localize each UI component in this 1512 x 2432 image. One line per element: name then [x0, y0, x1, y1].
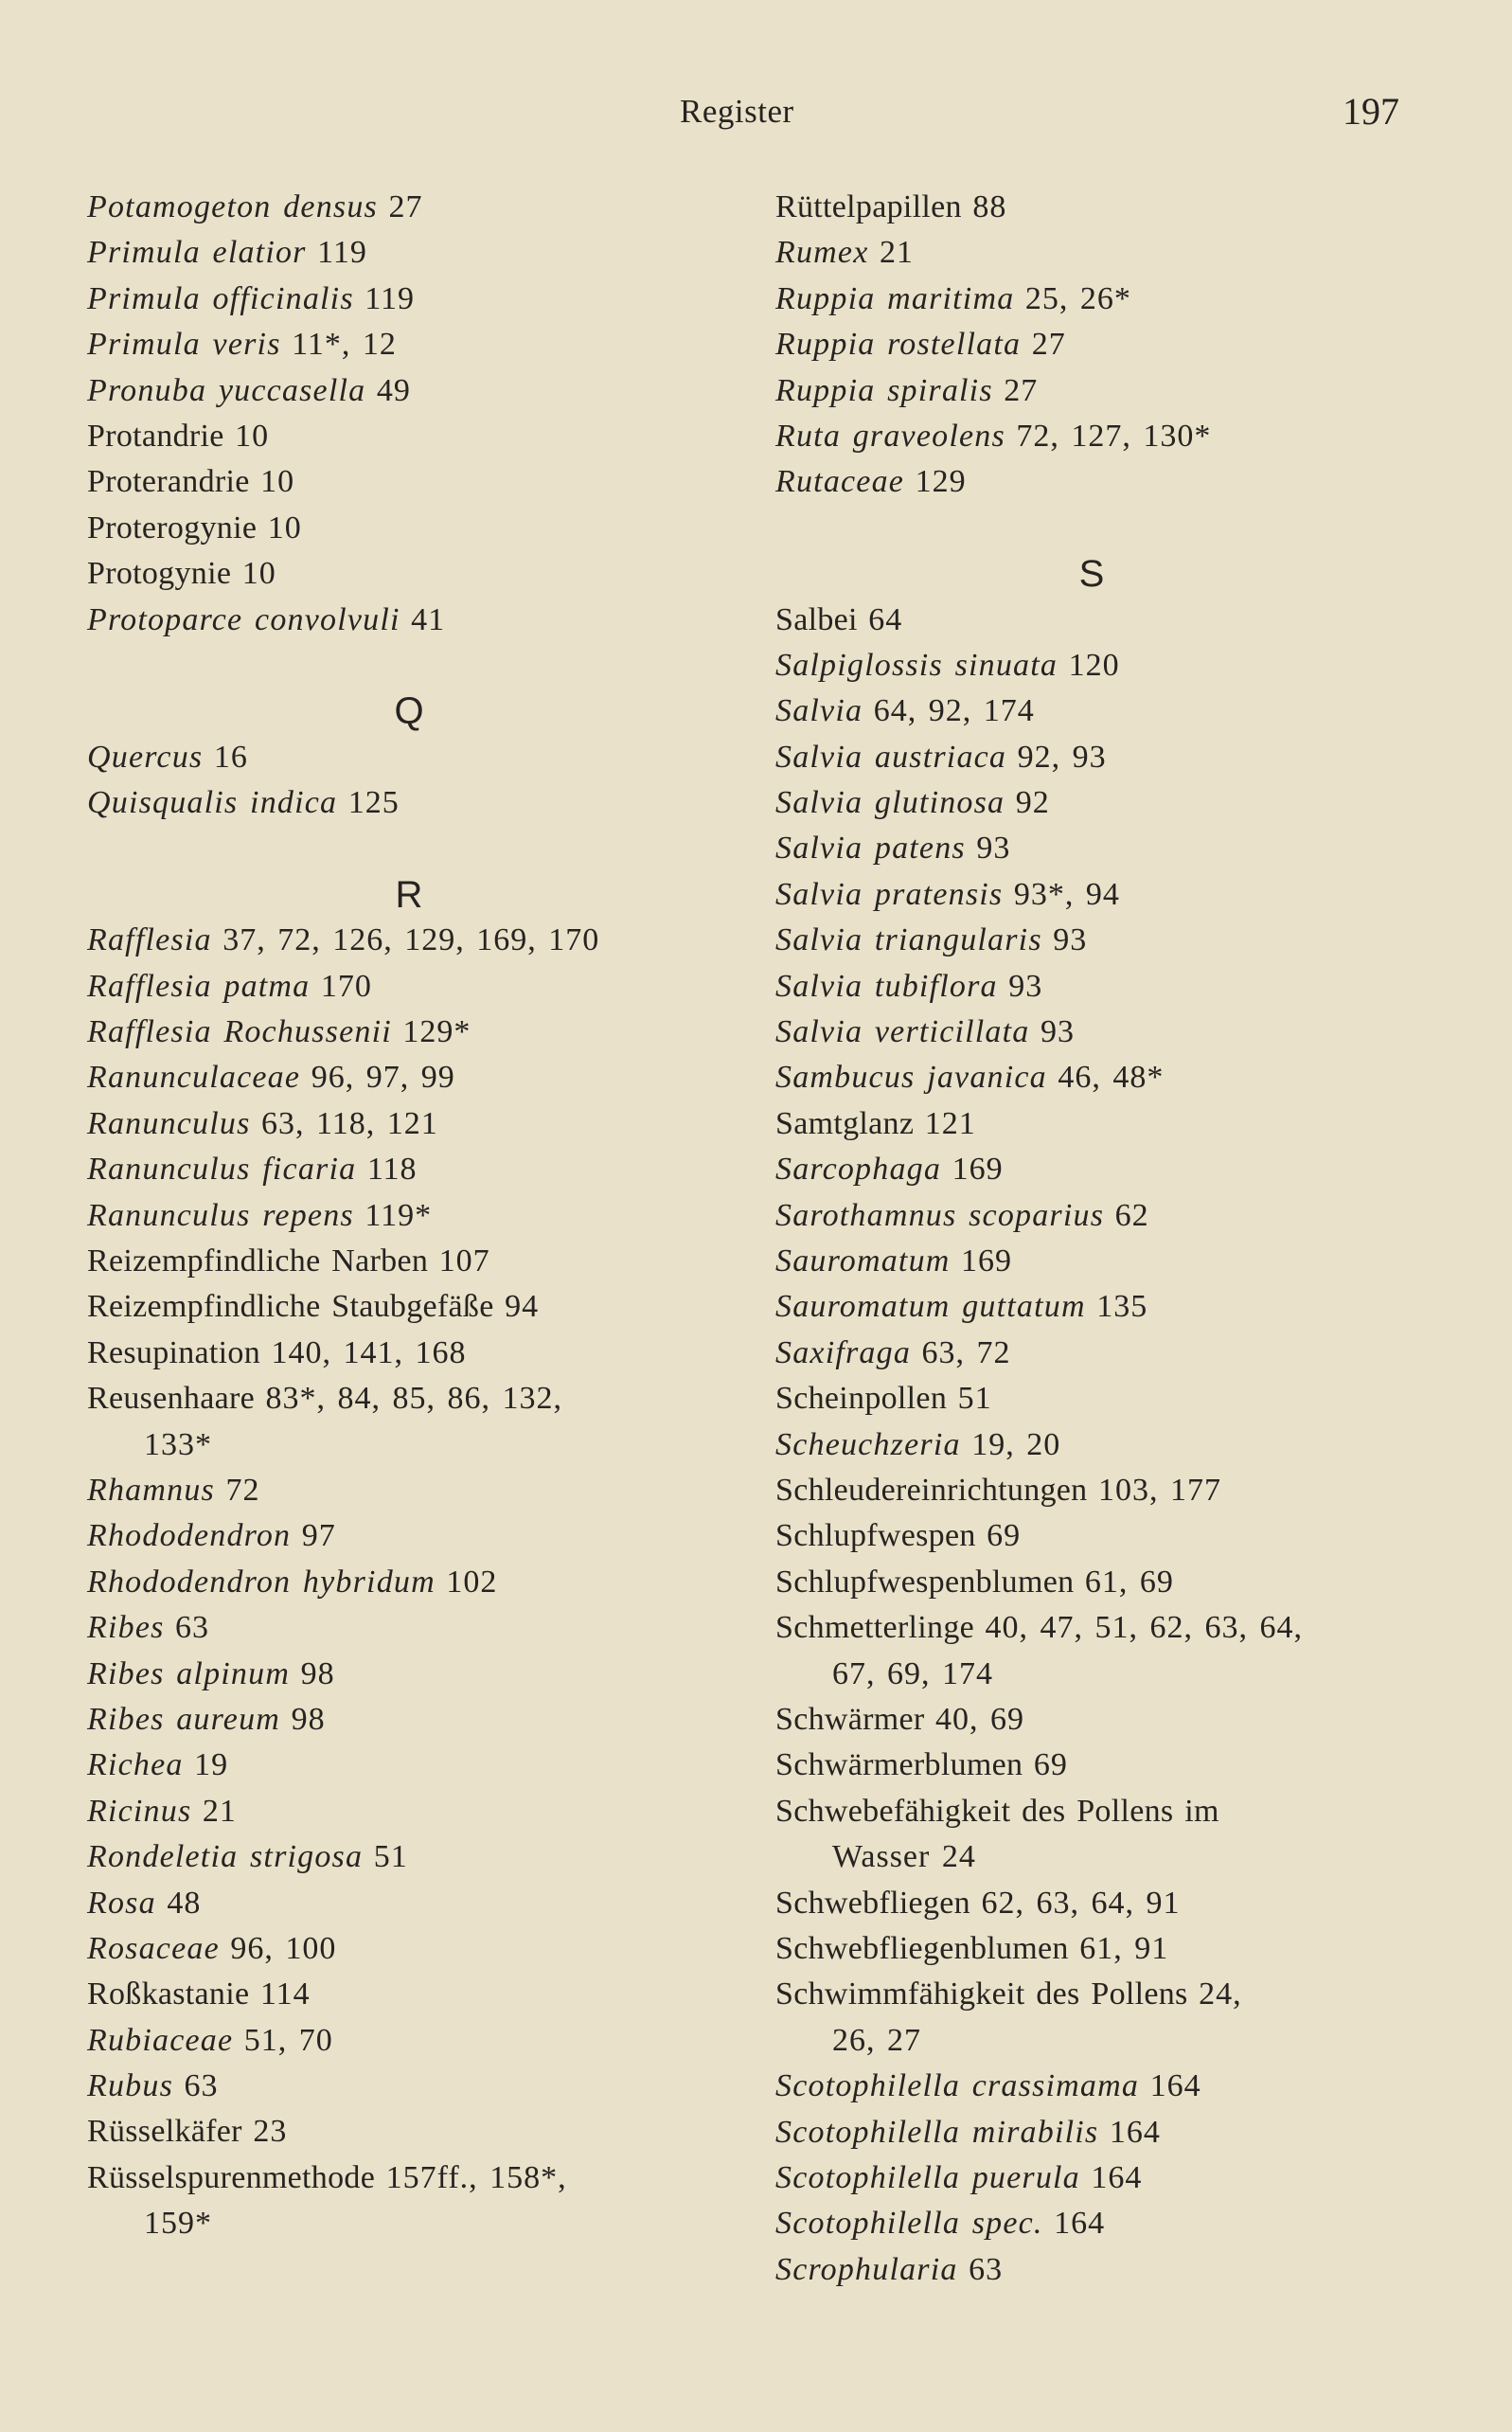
entry-page-refs: 102 — [446, 1564, 498, 1600]
index-entry — [775, 688, 1408, 734]
entry-term: Scrophularia — [775, 2251, 958, 2287]
index-entry — [87, 2155, 731, 2247]
index-entry — [775, 1193, 1408, 1239]
entry-term: Sauromatum guttatum — [775, 1289, 1086, 1325]
entry-page-refs: 164 — [1091, 2159, 1143, 2195]
entry-term: Rosa — [87, 1885, 156, 1921]
entry-page-refs: 64, 92, 174 — [873, 693, 1035, 729]
entry-term: Rhamnus — [87, 1473, 215, 1508]
index-entry — [87, 414, 731, 459]
index-entry — [775, 1972, 1408, 2064]
index-entry — [775, 1743, 1408, 1788]
entry-page-refs: 46, 48* — [1058, 1060, 1165, 1096]
index-entry — [775, 964, 1408, 1010]
entry-continuation: 159* — [144, 2206, 212, 2242]
index-entry — [87, 1560, 731, 1605]
index-entry — [87, 459, 731, 505]
entry-page-refs: 119 — [365, 280, 415, 316]
entry-page-refs: 24, — [1199, 1976, 1242, 2012]
entry-page-refs: 10 — [241, 556, 276, 592]
entry-term: Schwebfliegen — [775, 1885, 970, 1921]
entry-term: Sarothamnus scoparius — [775, 1197, 1105, 1233]
entry-page-refs: 40, 69 — [935, 1701, 1025, 1737]
index-entry — [775, 2110, 1408, 2155]
entry-page-refs: 21 — [880, 235, 915, 271]
entry-term: Salvia glutinosa — [775, 785, 1005, 821]
entry-term: Ranunculus repens — [87, 1197, 354, 1233]
entry-page-refs: 118 — [366, 1152, 418, 1188]
entry-page-refs: 27 — [1004, 372, 1039, 408]
index-entry — [775, 2201, 1408, 2246]
entry-page-refs: 107 — [438, 1243, 490, 1279]
entry-page-refs: 64 — [868, 601, 903, 637]
entry-term: Ranunculaceae — [87, 1060, 301, 1096]
index-entry — [87, 1605, 731, 1651]
index-entry — [775, 826, 1408, 871]
entry-term: Salvia — [775, 693, 863, 729]
entry-term: Proterandrie — [87, 464, 250, 500]
index-entry — [775, 322, 1408, 367]
entry-page-refs: 94 — [505, 1289, 540, 1325]
entry-page-refs: 61, 69 — [1084, 1564, 1174, 1600]
entry-term: Saxifraga — [775, 1334, 912, 1370]
index-entry — [775, 230, 1408, 276]
entry-page-refs: 27 — [388, 189, 423, 224]
entry-term: Sauromatum — [775, 1243, 951, 1279]
entry-term: Rumex — [775, 235, 869, 271]
index-entry — [87, 1193, 731, 1239]
entry-page-refs: 164 — [1149, 2068, 1201, 2104]
entry-continuation: Wasser 24 — [832, 1839, 976, 1875]
entry-page-refs: 51 — [957, 1381, 992, 1417]
index-entry — [87, 1513, 731, 1559]
index-entry — [87, 551, 731, 597]
entry-term: Rüttelpapillen — [775, 189, 962, 224]
entry-term: Salvia verticillata — [775, 1014, 1030, 1050]
index-entry — [775, 1422, 1408, 1468]
entry-term: Scotophilella puerula — [775, 2159, 1080, 2195]
entry-page-refs: 170 — [320, 968, 372, 1004]
entry-term: Salvia triangularis — [775, 922, 1042, 958]
index-entry — [87, 964, 731, 1010]
entry-page-refs: 164 — [1054, 2206, 1106, 2242]
index-entry — [775, 1513, 1408, 1559]
index-entry — [87, 598, 731, 643]
entry-page-refs: 93 — [1053, 922, 1088, 958]
entry-page-refs: 11*, 12 — [292, 327, 397, 363]
index-entry — [87, 1743, 731, 1788]
entry-continuation: 133* — [144, 1426, 212, 1462]
index-column-left — [87, 185, 731, 2247]
entry-term: Scotophilella mirabilis — [775, 2114, 1099, 2150]
entry-page-refs: 51 — [373, 1839, 408, 1875]
index-entry — [775, 872, 1408, 918]
entry-page-refs: 140, 141, 168 — [271, 1334, 467, 1370]
entry-page-refs: 72, 127, 130* — [1016, 418, 1212, 454]
entry-term: Proterogynie — [87, 510, 258, 545]
running-title: Register — [680, 93, 794, 130]
entry-page-refs: 135 — [1096, 1289, 1148, 1325]
entry-page-refs: 62 — [1114, 1197, 1149, 1233]
entry-term: Rubus — [87, 2068, 173, 2104]
index-entry — [87, 277, 731, 322]
entry-term: Reizempfindliche Narben — [87, 1243, 429, 1279]
entry-term: Rosaceae — [87, 1930, 220, 1966]
index-entry — [87, 1468, 731, 1513]
entry-term: Salvia tubiflora — [775, 968, 998, 1004]
index-entry — [87, 918, 731, 963]
index-column-right — [775, 185, 1408, 2293]
index-entry — [87, 1055, 731, 1100]
entry-term: Quercus — [87, 739, 204, 775]
index-entry — [87, 1284, 731, 1330]
entry-term: Rüsselkäfer — [87, 2114, 242, 2150]
entry-term: Rhododendron hybridum — [87, 1564, 436, 1600]
index-entry — [775, 1881, 1408, 1926]
entry-page-refs: 157ff., 158*, — [385, 2159, 567, 2195]
index-entry — [87, 1697, 731, 1743]
index-entry — [87, 1926, 731, 1972]
entry-page-refs: 25, 26* — [1024, 280, 1131, 316]
entry-page-refs: 10 — [267, 510, 302, 545]
index-entry — [87, 2064, 731, 2109]
entry-term: Salvia patens — [775, 831, 966, 867]
entry-page-refs: 96, 100 — [230, 1930, 337, 1966]
entry-page-refs: 62, 63, 64, 91 — [981, 1885, 1181, 1921]
entry-term: Protandrie — [87, 418, 224, 454]
entry-page-refs: 72 — [225, 1473, 260, 1508]
index-entry — [87, 230, 731, 276]
entry-term: Sarcophaga — [775, 1152, 942, 1188]
entry-term: Pronuba yuccasella — [87, 372, 366, 408]
entry-page-refs: 23 — [253, 2114, 288, 2150]
entry-term: Quisqualis indica — [87, 785, 338, 821]
entry-term: Potamogeton densus — [87, 189, 378, 224]
entry-page-refs: 93 — [976, 831, 1011, 867]
entry-page-refs: 21 — [202, 1793, 237, 1829]
entry-term: Schwärmerblumen — [775, 1747, 1023, 1783]
index-entry — [775, 2064, 1408, 2109]
index-entry — [775, 1239, 1408, 1284]
entry-page-refs: 119* — [365, 1197, 433, 1233]
index-entry — [87, 1789, 731, 1834]
entry-page-refs: 69 — [1033, 1747, 1068, 1783]
entry-term: Rutaceae — [775, 464, 905, 500]
entry-term: Ruppia maritima — [775, 280, 1015, 316]
entry-term: Resupination — [87, 1334, 261, 1370]
index-entry — [775, 780, 1408, 826]
entry-page-refs: 93*, 94 — [1013, 876, 1120, 912]
index-entry — [775, 735, 1408, 780]
index-entry — [87, 368, 731, 414]
index-entry — [87, 2109, 731, 2155]
letter-heading: R — [395, 873, 423, 916]
index-entry — [775, 185, 1408, 230]
entry-page-refs: 120 — [1068, 647, 1120, 683]
entry-page-refs: 49 — [376, 372, 411, 408]
page-number: 197 — [1343, 90, 1399, 133]
section-gap — [87, 643, 731, 688]
entry-page-refs: 83*, 84, 85, 86, 132, — [265, 1381, 562, 1417]
entry-term: Schwärmer — [775, 1701, 925, 1737]
entry-continuation: 67, 69, 174 — [832, 1655, 993, 1691]
entry-page-refs: 10 — [235, 418, 270, 454]
index-entry — [87, 780, 731, 826]
index-entry — [87, 735, 731, 780]
entry-page-refs: 61, 91 — [1079, 1930, 1169, 1966]
entry-term: Ranunculus — [87, 1105, 251, 1141]
entry-page-refs: 93 — [1008, 968, 1043, 1004]
index-entry — [87, 1652, 731, 1697]
index-entry — [87, 1376, 731, 1468]
index-entry — [87, 506, 731, 551]
index-entry — [775, 2155, 1408, 2201]
entry-term: Richea — [87, 1747, 184, 1783]
entry-term: Schmetterlinge — [775, 1610, 975, 1646]
index-entry — [87, 1331, 731, 1376]
index-entry — [775, 1560, 1408, 1605]
index-entry — [87, 1834, 731, 1880]
entry-page-refs: 19 — [194, 1747, 229, 1783]
index-entry — [87, 1010, 731, 1055]
entry-page-refs: 63, 118, 121 — [261, 1105, 438, 1141]
index-entry — [87, 1101, 731, 1147]
index-entry — [775, 459, 1408, 505]
index-entry — [775, 277, 1408, 322]
index-entry — [775, 1055, 1408, 1100]
index-entry — [775, 1926, 1408, 1972]
entry-page-refs: 48 — [167, 1885, 202, 1921]
entry-term: Schlupfwespenblumen — [775, 1564, 1075, 1600]
entry-page-refs: 119 — [317, 235, 367, 271]
letter-heading: Q — [394, 690, 424, 733]
entry-page-refs: 92 — [1015, 785, 1050, 821]
entry-term: Schwimmfähigkeit des Pollens — [775, 1976, 1188, 2012]
entry-page-refs: 93 — [1040, 1014, 1075, 1050]
entry-term: Rafflesia — [87, 922, 212, 958]
section-gap — [775, 506, 1408, 551]
entry-page-refs: 121 — [924, 1105, 976, 1141]
index-entry — [87, 1147, 731, 1192]
index-entry — [775, 1789, 1408, 1881]
index-entry — [87, 2018, 731, 2064]
entry-page-refs: 96, 97, 99 — [311, 1060, 455, 1096]
entry-page-refs: 114 — [259, 1976, 311, 2012]
entry-term: Salpiglossis sinuata — [775, 647, 1058, 683]
entry-term: Rafflesia Rochussenii — [87, 1014, 392, 1050]
entry-term: Ruppia spiralis — [775, 372, 993, 408]
entry-continuation: 26, 27 — [832, 2022, 921, 2058]
entry-page-refs: 40, 47, 51, 62, 63, 64, — [985, 1610, 1304, 1646]
entry-term: Protoparce convolvuli — [87, 601, 400, 637]
entry-page-refs: 103, 177 — [1097, 1472, 1221, 1508]
index-entry — [775, 368, 1408, 414]
index-entry — [775, 1605, 1408, 1697]
index-entry — [775, 598, 1408, 643]
entry-page-refs: 41 — [411, 601, 446, 637]
entry-term: Samtglanz — [775, 1105, 915, 1141]
index-entry — [775, 414, 1408, 459]
entry-page-refs: 63 — [969, 2251, 1004, 2287]
entry-term: Ricinus — [87, 1793, 192, 1829]
index-entry — [87, 1239, 731, 1284]
index-entry — [775, 1376, 1408, 1422]
entry-page-refs: 63, 72 — [921, 1334, 1011, 1370]
index-entry — [775, 2247, 1408, 2293]
entry-term: Salvia austriaca — [775, 739, 1007, 775]
entry-term: Primula veris — [87, 327, 281, 363]
entry-term: Scotophilella spec. — [775, 2206, 1043, 2242]
entry-term: Scheinpollen — [775, 1381, 948, 1417]
entry-term: Protogynie — [87, 556, 232, 592]
entry-page-refs: 129 — [915, 464, 967, 500]
index-entry — [775, 1147, 1408, 1192]
entry-term: Rondeletia strigosa — [87, 1839, 364, 1875]
entry-term: Ribes — [87, 1610, 165, 1646]
index-entry — [775, 1284, 1408, 1330]
entry-term: Ribes alpinum — [87, 1655, 291, 1691]
entry-page-refs: 27 — [1031, 327, 1066, 363]
entry-page-refs: 125 — [347, 785, 400, 821]
entry-term: Schlupfwespen — [775, 1518, 976, 1554]
entry-page-refs: 98 — [291, 1701, 326, 1737]
entry-page-refs: 16 — [213, 739, 248, 775]
entry-page-refs: 63 — [184, 2068, 219, 2104]
entry-term: Rafflesia patma — [87, 968, 311, 1004]
entry-term: Scotophilella crassimama — [775, 2068, 1140, 2104]
index-entry — [775, 643, 1408, 688]
entry-page-refs: 51, 70 — [243, 2022, 333, 2058]
entry-term: Schleudereinrichtungen — [775, 1472, 1088, 1508]
entry-term: Primula elatior — [87, 235, 307, 271]
entry-page-refs: 169 — [952, 1152, 1004, 1188]
entry-term: Rubiaceae — [87, 2022, 234, 2058]
entry-term: Sambucus javanica — [775, 1060, 1047, 1096]
index-entry — [87, 185, 731, 230]
entry-page-refs: 19, 20 — [971, 1426, 1061, 1462]
entry-page-refs: 129* — [402, 1014, 471, 1050]
index-entry — [87, 1972, 731, 2017]
index-entry — [775, 1468, 1408, 1513]
index-entry — [87, 322, 731, 367]
entry-term: Ruta graveolens — [775, 418, 1005, 454]
entry-page-refs: 92, 93 — [1017, 739, 1107, 775]
entry-page-refs: 10 — [260, 464, 295, 500]
entry-term: Schwebefähigkeit des Pollens im — [775, 1793, 1219, 1829]
entry-term: Schwebfliegenblumen — [775, 1930, 1069, 1966]
entry-page-refs: 88 — [972, 189, 1007, 224]
entry-term: Primula officinalis — [87, 280, 354, 316]
page-header — [0, 90, 1512, 134]
entry-term: Ruppia rostellata — [775, 327, 1022, 363]
section-gap — [87, 826, 731, 871]
index-entry — [775, 918, 1408, 963]
entry-page-refs: 97 — [301, 1518, 336, 1554]
index-entry — [775, 1697, 1408, 1743]
index-entry — [775, 1010, 1408, 1055]
index-entry — [87, 1881, 731, 1926]
entry-term: Reusenhaare — [87, 1381, 255, 1417]
entry-term: Rüsselspurenmethode — [87, 2159, 376, 2195]
entry-page-refs: 169 — [961, 1243, 1013, 1279]
entry-page-refs: 69 — [987, 1518, 1022, 1554]
letter-heading: S — [1078, 553, 1105, 596]
entry-page-refs: 98 — [300, 1655, 335, 1691]
entry-term: Salvia pratensis — [775, 876, 1004, 912]
entry-term: Ribes aureum — [87, 1701, 281, 1737]
index-entry — [775, 1331, 1408, 1376]
entry-term: Reizempfindliche Staubgefäße — [87, 1289, 494, 1325]
entry-page-refs: 37, 72, 126, 129, 169, 170 — [222, 922, 600, 958]
entry-term: Scheuchzeria — [775, 1426, 961, 1462]
entry-page-refs: 164 — [1109, 2114, 1161, 2150]
index-entry — [775, 1101, 1408, 1147]
entry-term: Ranunculus ficaria — [87, 1152, 357, 1188]
entry-page-refs: 63 — [175, 1610, 210, 1646]
entry-term: Roßkastanie — [87, 1976, 250, 2012]
entry-term: Salbei — [775, 601, 858, 637]
entry-term: Rhododendron — [87, 1518, 292, 1554]
